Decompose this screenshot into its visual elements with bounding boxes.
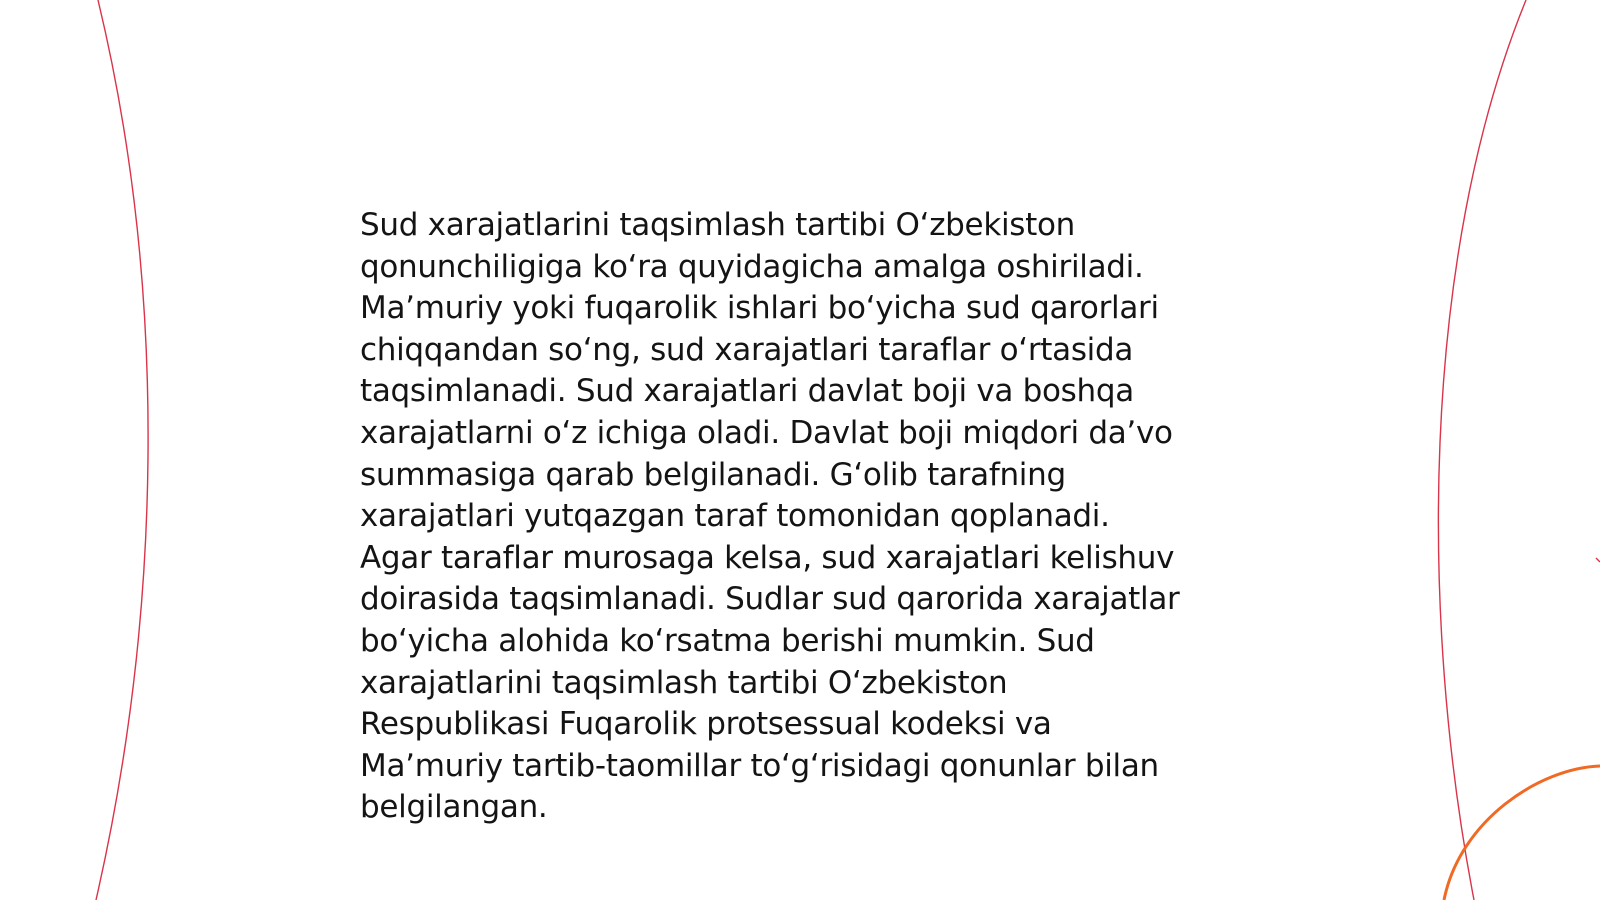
text-line: doirasida taqsimlanadi. Sudlar sud qarorida xarajatlar: [360, 581, 1180, 618]
text-line: Agar taraflar murosaga kelsa, sud xarajatlari kelishuv: [360, 539, 1175, 576]
right-curve-line: [1438, 0, 1526, 900]
text-line: qonunchiligiga ko‘ra quyidagicha amalga oshiriladi.: [360, 248, 1144, 285]
body-paragraph: [360, 205, 1260, 829]
orange-accent-arc: [1444, 766, 1600, 900]
text-line: Respublikasi Fuqarolik protsessual kodeksi va: [360, 706, 1052, 743]
text-line: xarajatlarini taqsimlash tartibi O‘zbekiston: [360, 664, 1008, 701]
text-line: bo‘yicha alohida ko‘rsatma berishi mumkin. Sud: [360, 622, 1095, 659]
text-line: Ma’muriy yoki fuqarolik ishlari bo‘yicha sud qarorlari: [360, 290, 1159, 327]
text-line: belgilangan.: [360, 789, 548, 826]
text-line: taqsimlanadi. Sud xarajatlari davlat boji va boshqa: [360, 373, 1134, 410]
small-tick-mark: [1596, 558, 1600, 562]
text-line: Ma’muriy tartib-taomillar to‘g‘risidagi qonunlar bilan: [360, 747, 1159, 784]
text-line: xarajatlari yutqazgan taraf tomonidan qoplanadi.: [360, 498, 1110, 535]
left-curve-line: [96, 0, 148, 900]
text-line: Sud xarajatlarini taqsimlash tartibi O‘zbekiston: [360, 207, 1076, 243]
text-line: summasiga qarab belgilanadi. G‘olib tarafning: [360, 456, 1066, 493]
text-line: xarajatlarni o‘z ichiga oladi. Davlat boji miqdori da’vo: [360, 414, 1173, 451]
text-line: chiqqandan so‘ng, sud xarajatlari taraflar o‘rtasida: [360, 331, 1134, 368]
